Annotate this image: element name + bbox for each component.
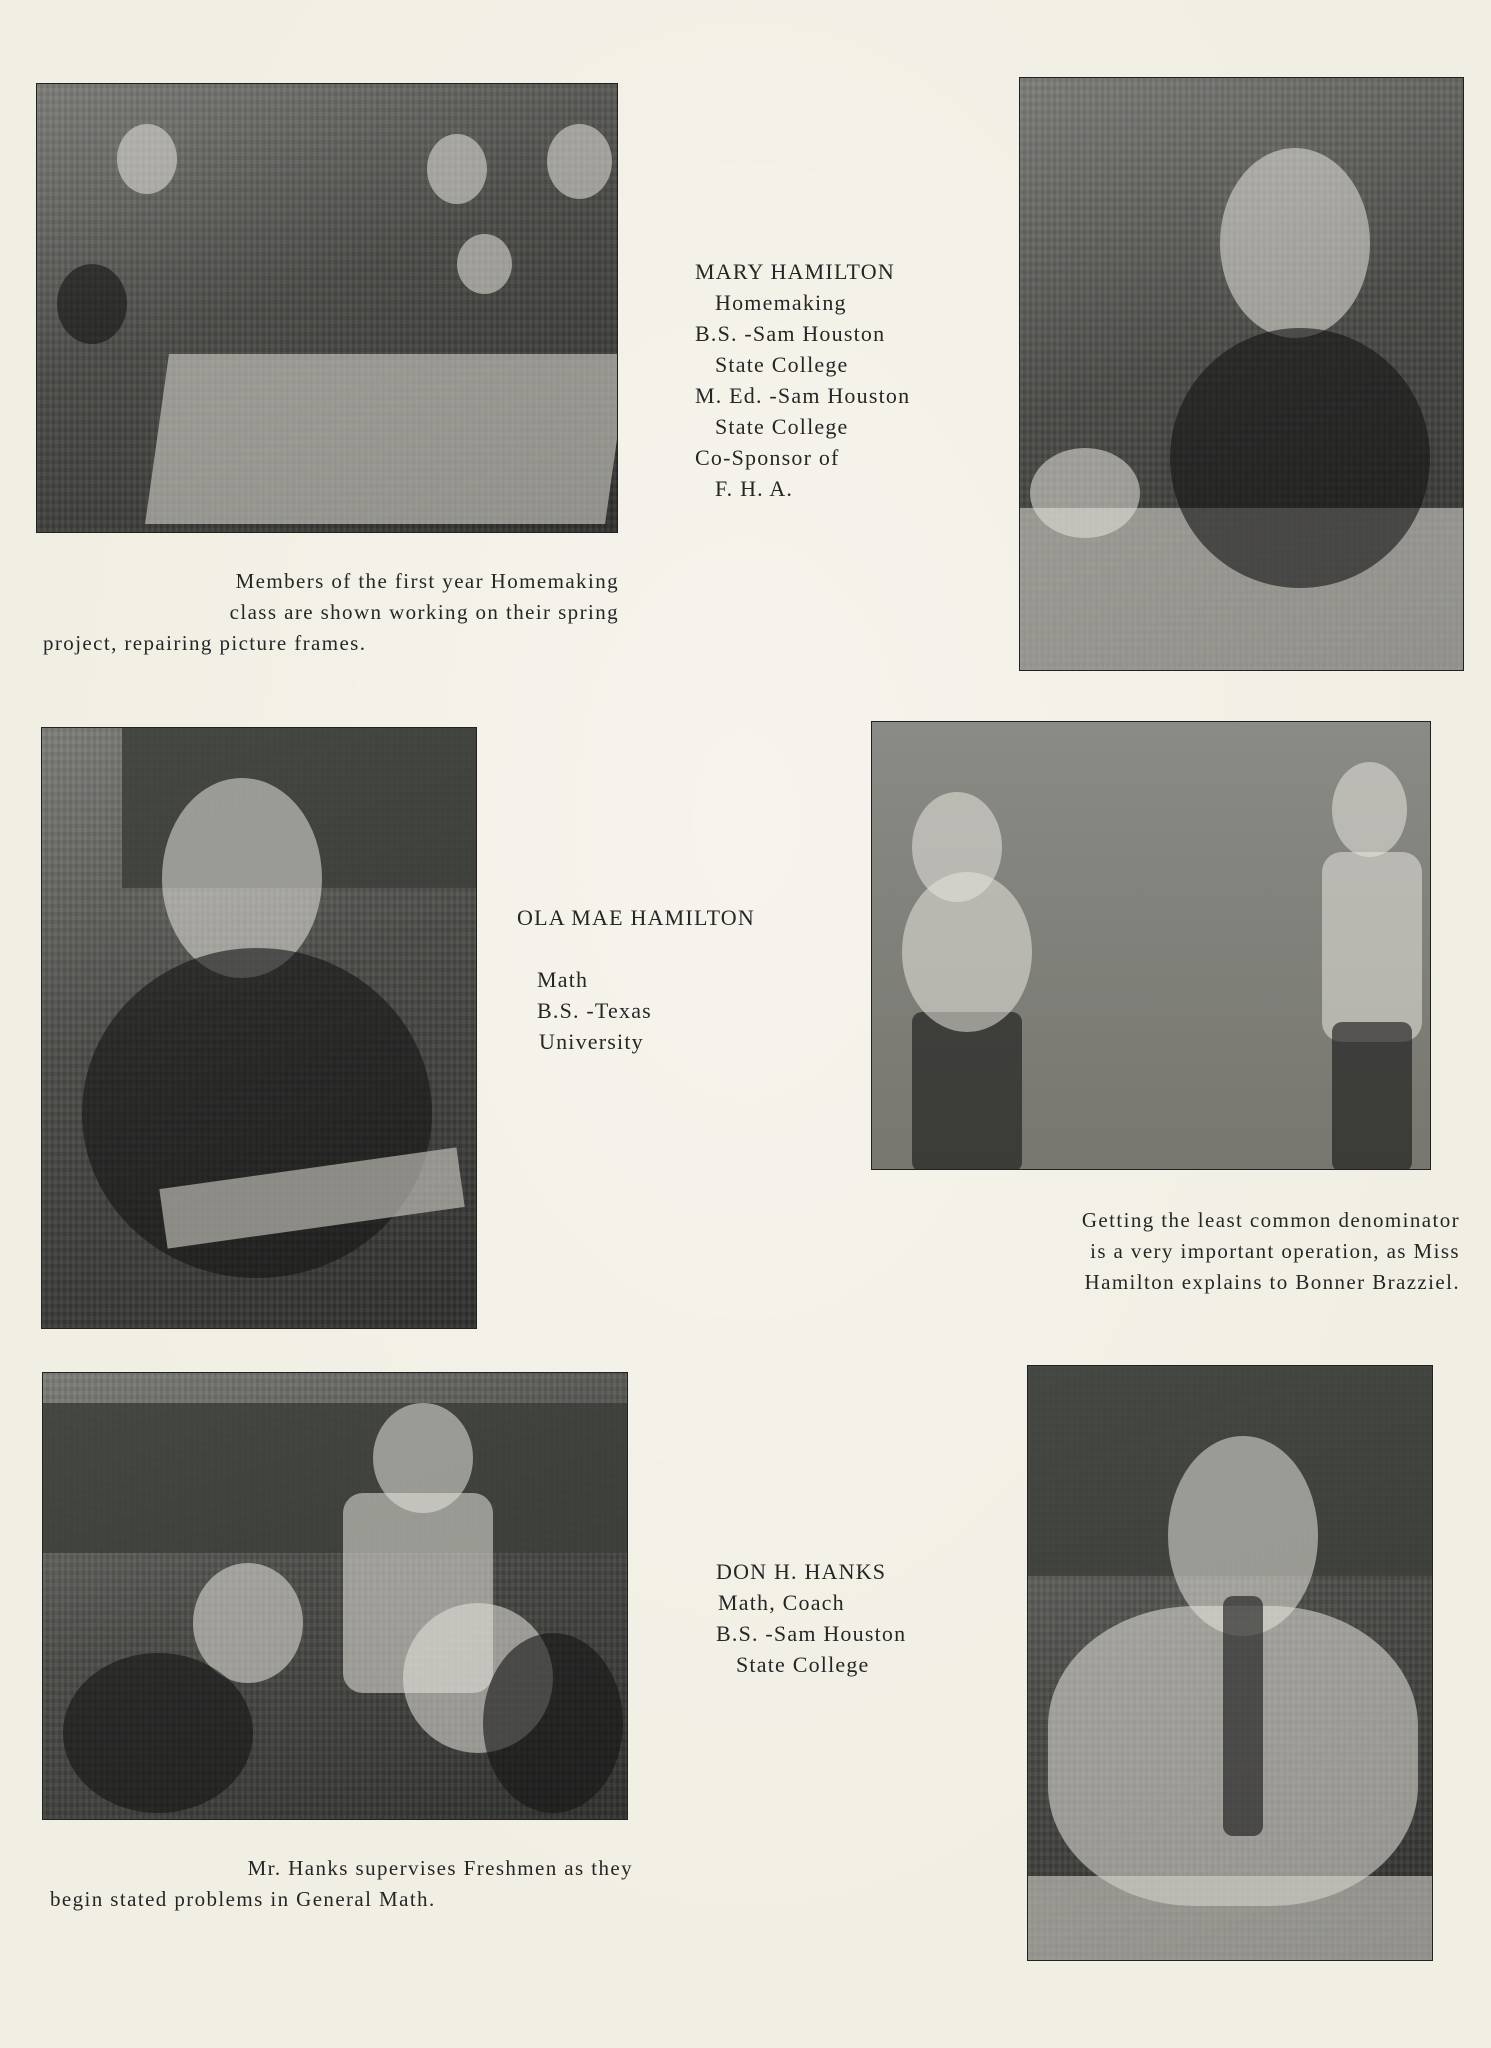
teacher-degree: M. Ed. -Sam Houston: [695, 383, 911, 408]
teacher-name: DON H. HANKS: [716, 1559, 887, 1584]
teacher-degree: B.S. -Sam Houston: [716, 1621, 907, 1646]
teacher-school: State College: [736, 1652, 870, 1677]
teacher-name: MARY HAMILTON: [695, 259, 895, 284]
teacher-name: OLA MAE HAMILTON: [517, 905, 755, 930]
teacher-subject: Homemaking: [715, 290, 847, 315]
ola-mae-hamilton-portrait: [42, 728, 476, 1328]
teacher-school: State College: [715, 352, 849, 377]
homemaking-class-photo: [37, 84, 617, 532]
mary-hamilton-portrait: [1020, 78, 1463, 670]
teacher-school: University: [539, 1029, 644, 1054]
chalkboard-lesson-photo: [872, 722, 1430, 1169]
teacher-degree: B.S. -Texas: [537, 998, 652, 1023]
teacher-degree: B.S. -Sam Houston: [695, 321, 886, 346]
freshmen-math-class-photo: [43, 1373, 627, 1819]
chalkboard-caption: Getting the least common denominator is a very important operation, as Miss Hamilton explains to Bonner Brazziel.: [1081, 1208, 1460, 1294]
teacher-subject: Math: [537, 967, 589, 992]
don-hanks-info: [716, 1556, 906, 1680]
homemaking-caption: Members of the first year Homemaking class are shown working on their spring project, repairing picture frames.: [43, 569, 619, 655]
teacher-role: Co-Sponsor of: [695, 445, 840, 470]
teacher-role-org: F. H. A.: [715, 476, 794, 501]
teacher-school: State College: [715, 414, 849, 439]
ola-mae-hamilton-info: [517, 902, 755, 1057]
don-hanks-portrait: [1028, 1366, 1432, 1960]
freshmen-math-caption: Mr. Hanks supervises Freshmen as they begin stated problems in General Math.: [50, 1856, 633, 1911]
mary-hamilton-info: [695, 256, 910, 504]
teacher-subject: Math, Coach: [718, 1590, 845, 1615]
